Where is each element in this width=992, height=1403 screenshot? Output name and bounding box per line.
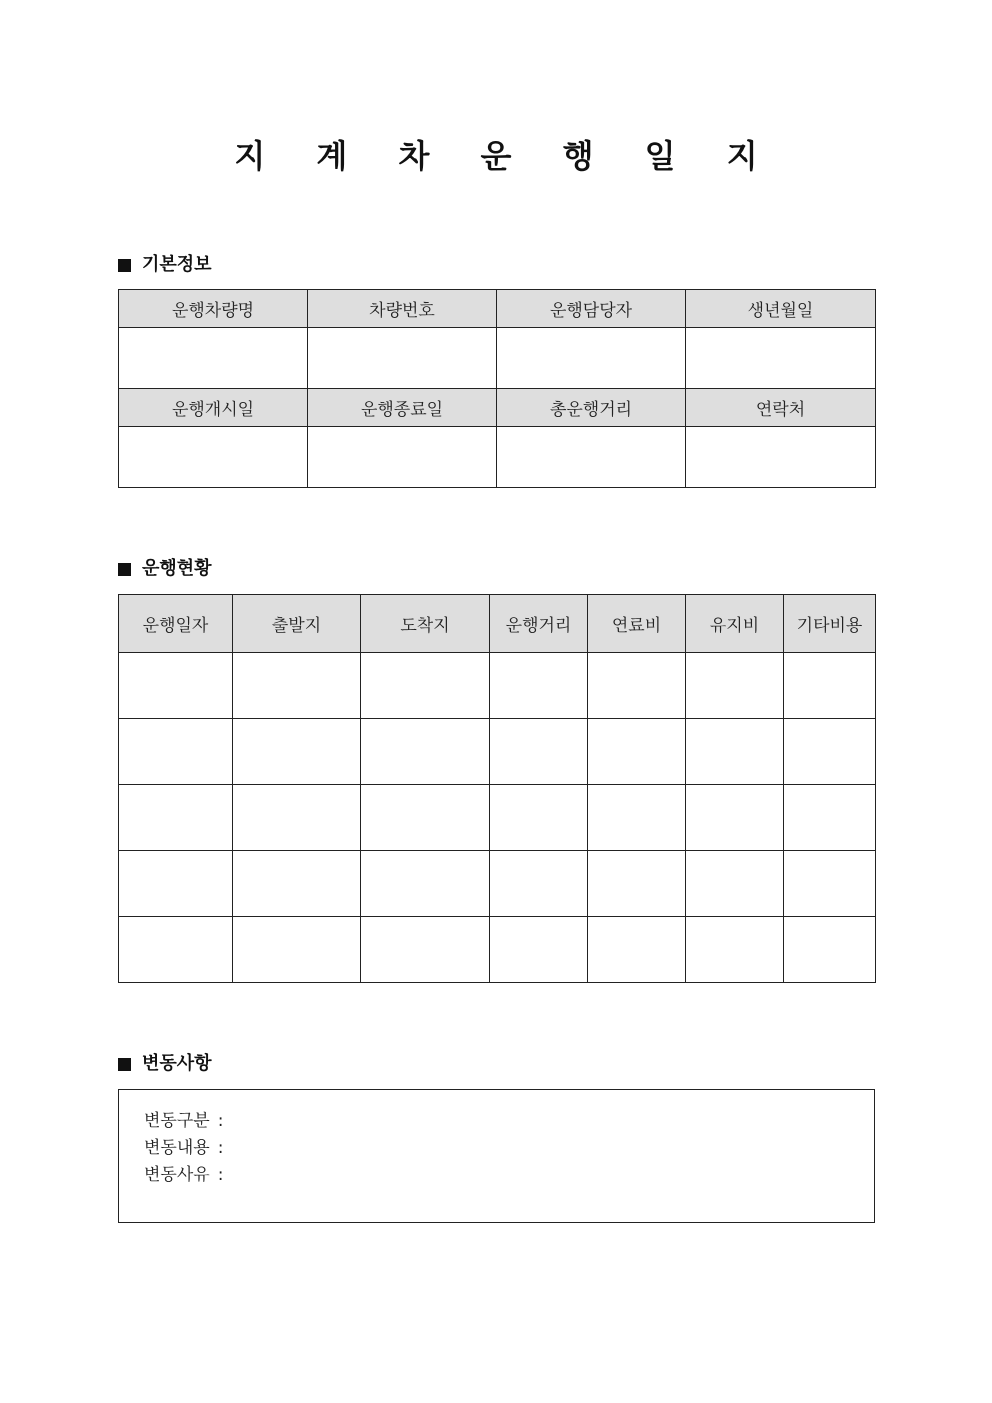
table-row	[119, 917, 876, 983]
table-cell[interactable]	[686, 851, 784, 917]
table-cell[interactable]	[361, 785, 490, 851]
colon-separator: :	[217, 1111, 224, 1131]
table-cell[interactable]	[686, 719, 784, 785]
header-cell-maintenance-cost: 유지비	[686, 595, 784, 653]
change-content-label: 변동내용	[144, 1138, 210, 1158]
table-cell[interactable]	[588, 851, 686, 917]
table-cell[interactable]	[784, 719, 876, 785]
table-row	[119, 851, 876, 917]
table-cell[interactable]	[784, 851, 876, 917]
table-cell[interactable]	[119, 719, 233, 785]
black-square-icon	[118, 1058, 131, 1071]
input-cell-vehicle-number[interactable]	[308, 328, 497, 389]
header-cell-total-distance: 총운행거리	[497, 389, 686, 427]
table-row	[119, 328, 876, 389]
table-cell[interactable]	[686, 917, 784, 983]
black-square-icon	[118, 259, 131, 272]
change-type-line	[144, 1108, 874, 1135]
table-cell[interactable]	[119, 917, 233, 983]
colon-separator: :	[217, 1138, 224, 1158]
table-cell[interactable]	[361, 917, 490, 983]
section-heading-label: 변동사항	[142, 1053, 212, 1074]
table-cell[interactable]	[588, 917, 686, 983]
table-cell[interactable]	[490, 917, 588, 983]
input-cell-start-date[interactable]	[119, 427, 308, 488]
operation-status-table	[118, 594, 876, 983]
table-cell[interactable]	[233, 719, 361, 785]
basic-info-table	[118, 289, 876, 488]
table-cell[interactable]	[588, 653, 686, 719]
header-cell-fuel-cost: 연료비	[588, 595, 686, 653]
header-cell-driver: 운행담당자	[497, 290, 686, 328]
input-cell-driver[interactable]	[497, 328, 686, 389]
table-row	[119, 427, 876, 488]
table-cell[interactable]	[119, 851, 233, 917]
table-cell[interactable]	[233, 785, 361, 851]
table-cell[interactable]	[119, 653, 233, 719]
header-cell-other-cost: 기타비용	[784, 595, 876, 653]
table-row	[119, 785, 876, 851]
table-cell[interactable]	[784, 653, 876, 719]
table-cell[interactable]	[490, 851, 588, 917]
section-heading-operation-status	[118, 557, 212, 581]
header-cell-vehicle-name: 운행차량명	[119, 290, 308, 328]
table-cell[interactable]	[686, 653, 784, 719]
section-heading-changes	[118, 1052, 212, 1076]
header-cell-start-date: 운행개시일	[119, 389, 308, 427]
section-heading-label: 운행현황	[142, 558, 212, 579]
table-header-row	[119, 389, 876, 427]
table-cell[interactable]	[361, 851, 490, 917]
black-square-icon	[118, 563, 131, 576]
table-cell[interactable]	[784, 785, 876, 851]
section-heading-label: 기본정보	[142, 254, 212, 275]
table-cell[interactable]	[588, 719, 686, 785]
table-row	[119, 719, 876, 785]
change-type-label: 변동구분	[144, 1111, 210, 1131]
table-cell[interactable]	[490, 785, 588, 851]
input-cell-total-distance[interactable]	[497, 427, 686, 488]
table-cell[interactable]	[233, 917, 361, 983]
changes-list	[144, 1108, 874, 1189]
table-header-row	[119, 595, 876, 653]
table-cell[interactable]	[233, 653, 361, 719]
changes-box[interactable]	[118, 1089, 875, 1223]
change-reason-label: 변동사유	[144, 1165, 210, 1185]
header-cell-birth-date: 생년월일	[686, 290, 876, 328]
table-cell[interactable]	[490, 719, 588, 785]
page-title: 지 계 차 운 행 일 지	[234, 137, 778, 175]
section-heading-basic-info	[118, 253, 212, 277]
table-cell[interactable]	[119, 785, 233, 851]
input-cell-vehicle-name[interactable]	[119, 328, 308, 389]
header-cell-date: 운행일자	[119, 595, 233, 653]
table-cell[interactable]	[784, 917, 876, 983]
input-cell-birth-date[interactable]	[686, 328, 876, 389]
table-cell[interactable]	[361, 719, 490, 785]
header-cell-contact: 연락처	[686, 389, 876, 427]
header-cell-end-date: 운행종료일	[308, 389, 497, 427]
header-cell-distance: 운행거리	[490, 595, 588, 653]
header-cell-vehicle-number: 차량번호	[308, 290, 497, 328]
header-cell-departure: 출발지	[233, 595, 361, 653]
colon-separator: :	[217, 1165, 224, 1185]
table-cell[interactable]	[686, 785, 784, 851]
input-cell-end-date[interactable]	[308, 427, 497, 488]
table-row	[119, 653, 876, 719]
table-cell[interactable]	[361, 653, 490, 719]
header-cell-destination: 도착지	[361, 595, 490, 653]
change-reason-line	[144, 1162, 874, 1189]
table-cell[interactable]	[233, 851, 361, 917]
table-header-row	[119, 290, 876, 328]
table-cell[interactable]	[588, 785, 686, 851]
input-cell-contact[interactable]	[686, 427, 876, 488]
table-cell[interactable]	[490, 653, 588, 719]
change-content-line	[144, 1135, 874, 1162]
